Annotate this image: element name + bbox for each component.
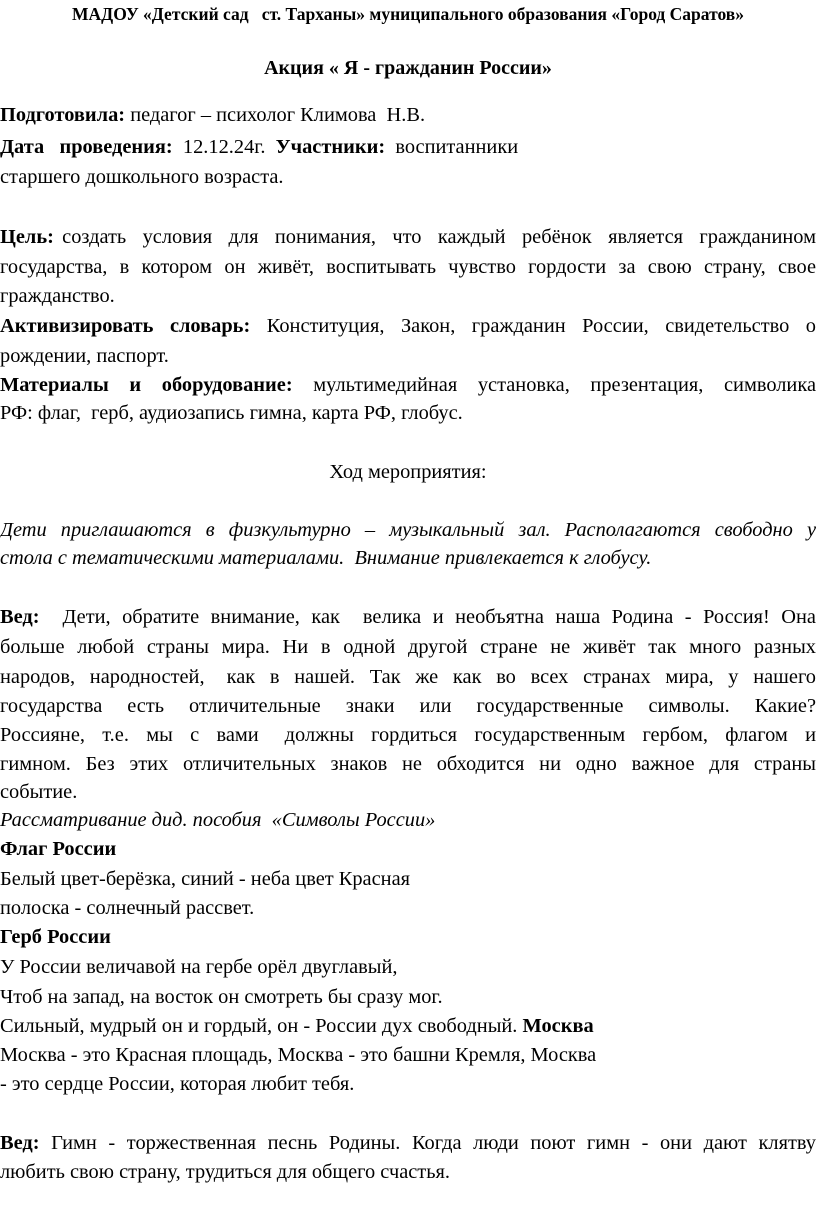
date-line	[0, 133, 816, 162]
coat-line-5: - это сердце России, которая любит тебя.	[0, 1073, 355, 1095]
materials-text: мультимедийная установка, презентация, символика	[292, 374, 816, 396]
coat-heading	[0, 923, 816, 952]
coat-text-3: Сильный, мудрый он и гордый, он - России дух свободный.	[0, 1015, 523, 1037]
coat-line-4: Москва - это Красная площадь, Москва - это башни Кремля, Москва	[0, 1044, 597, 1066]
speech1-text: Дети, обратите внимание, как велика и необъятна наша Родина - Россия! Она	[39, 606, 816, 628]
speech2-text: Гимн - торжественная песнь Родины. Когда люди поют гимн - они дают клятву	[39, 1132, 816, 1154]
review-text: Рассматривание дид. пособия «Символы России»	[0, 809, 436, 831]
vocab-line-1	[0, 312, 816, 341]
intro-line-2	[0, 544, 816, 573]
review-line	[0, 806, 816, 835]
flag-heading	[0, 835, 816, 864]
speech1-line-6: гимном. Без этих отличительных знаков не обходится ни одно важное для страны	[0, 753, 816, 775]
speech1-line-3: народов, народностей, как в нашей. Так же как во всех странах мира, у нашего	[0, 666, 816, 688]
flag-heading-text: Флаг России	[0, 838, 117, 860]
event-title: Акция « Я - гражданин России»	[264, 57, 552, 79]
prepared-value: педагог – психолог Климова Н.В.	[125, 104, 426, 126]
vocab-label: Активизировать словарь:	[0, 315, 251, 337]
materials-line-2: РФ: флаг, герб, аудиозапись гимна, карта РФ, глобус.	[0, 402, 463, 424]
goal-line-1	[0, 223, 816, 252]
coat-line-2: Чтоб на запад, на восток он смотреть бы сразу мог.	[0, 986, 443, 1008]
materials-label: Материалы и оборудование:	[0, 374, 293, 396]
speech1-line-2: больше любой страны мира. Ни в одной другой стране не живёт так много разных	[0, 636, 816, 658]
flag-line-2: полоска - солнечный рассвет.	[0, 897, 255, 919]
participants-label: Участники:	[275, 136, 386, 158]
flag-line-1: Белый цвет-берёзка, синий - неба цвет Красная	[0, 868, 411, 890]
moscow-heading: Москва	[522, 1015, 594, 1037]
speech2-line-1	[0, 1129, 816, 1158]
goal-line-2: государства, в котором он живёт, воспитывать чувство гордости за свою страну, свое	[0, 256, 816, 278]
vocab-line-2: рождении, паспорт.	[0, 345, 169, 367]
coat-line-3	[0, 1012, 816, 1041]
date-value: 12.12.24г.	[172, 136, 276, 158]
participants-continuation: старшего дошкольного возраста.	[0, 166, 284, 188]
goal-text: создать условия для понимания, что каждый ребёнок является гражданином	[53, 226, 816, 248]
goal-label: Цель:	[0, 226, 54, 248]
speech1-line-5: Россияне, т.е. мы с вами должны гордиться государственным гербом, флагом и	[0, 724, 816, 746]
participants-value: воспитанники	[385, 136, 519, 158]
speech1-label: Вед:	[0, 606, 40, 628]
prepared-line	[0, 101, 816, 130]
speech2-line-2: любить свою страну, трудиться для общего счастья.	[0, 1161, 450, 1183]
vocab-text: Конституция, Закон, гражданин России, свидетельство о	[250, 315, 816, 337]
coat-heading-text: Герб России	[0, 926, 111, 948]
institution-header: МАДОУ «Детский сад ст. Тарханы» муниципального образования «Город Саратов»	[72, 4, 744, 24]
intro-text-1: Дети приглашаются в физкультурно – музыкальный зал. Располагаются свободно у	[0, 519, 816, 541]
goal-line-3: гражданство.	[0, 285, 115, 307]
speech1-line-4: государства есть отличительные знаки или государственные символы. Какие?	[0, 695, 816, 717]
course-heading: Ход мероприятия:	[329, 461, 487, 483]
materials-line-1	[0, 371, 816, 400]
date-label: Дата проведения:	[0, 136, 173, 158]
speech1-line-1	[0, 603, 816, 632]
intro-line-1	[0, 516, 816, 545]
speech2-label: Вед:	[0, 1132, 40, 1154]
coat-line-1: У России величавой на гербе орёл двуглавый,	[0, 956, 398, 978]
intro-text-2: стола с тематическими материалами. Внимание привлекается к глобусу.	[0, 547, 652, 569]
speech1-line-7: событие.	[0, 781, 78, 803]
prepared-label: Подготовила:	[0, 104, 126, 126]
